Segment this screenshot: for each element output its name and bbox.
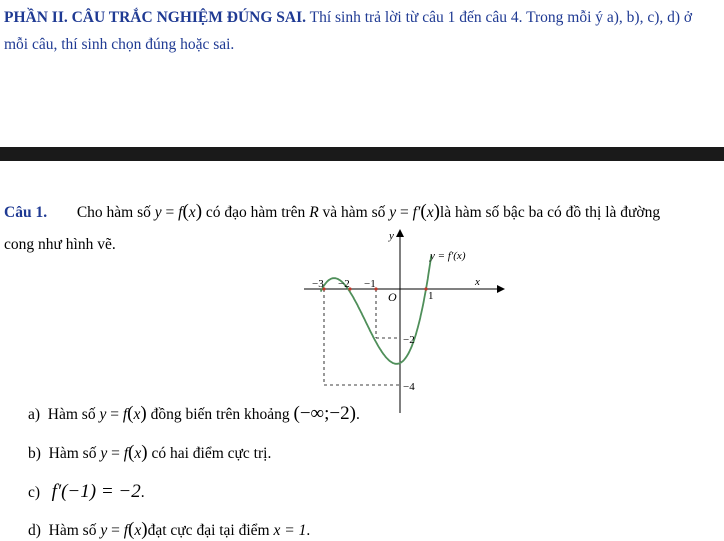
- paren-open-2: (: [420, 201, 427, 222]
- opt-d-x: x: [134, 522, 142, 539]
- section-heading: [4, 4, 720, 58]
- origin-label: O: [388, 290, 397, 304]
- option-a-text2: đồng biến trên khoảng: [150, 406, 290, 423]
- tick-x-1: 1: [428, 290, 434, 302]
- math-x2: x: [426, 204, 434, 221]
- option-c-expr: f′(−1) = −2: [51, 481, 141, 502]
- option-a: [28, 403, 360, 425]
- option-d-text1: Hàm số: [48, 522, 97, 539]
- question-text-1: Cho hàm số: [76, 204, 151, 221]
- opt-a-y: y: [99, 406, 107, 423]
- math-x: x: [188, 204, 196, 221]
- section-instruction-2: mỗi câu, thí sinh chọn đúng hoặc sai.: [4, 36, 235, 53]
- paren-close: ): [195, 201, 203, 222]
- option-a-end: .: [355, 406, 360, 423]
- paren-open: (: [182, 201, 189, 222]
- opt-d-f: f: [123, 522, 129, 539]
- option-d: [28, 519, 310, 541]
- option-b-label: b): [28, 445, 41, 462]
- section-title: PHẦN II. CÂU TRẮC NGHIỆM ĐÚNG SAI.: [4, 9, 306, 26]
- option-a-text1: Hàm số: [47, 406, 96, 423]
- tick-y-minus2: −2: [403, 334, 415, 346]
- opt-b-pc: ): [141, 442, 148, 463]
- opt-d-po: (: [128, 519, 135, 540]
- opt-a-pc: ): [140, 403, 147, 424]
- opt-d-y: y: [100, 522, 108, 539]
- tick-x-minus1: −1: [364, 278, 376, 290]
- opt-b-x: x: [134, 445, 142, 462]
- question-text-3: và hàm số: [322, 204, 386, 221]
- option-c: [28, 481, 145, 503]
- math-fprime: f′: [412, 204, 421, 221]
- section-instruction-1: Thí sinh trả lời từ câu 1 đến câu 4. Trong mỗi ý a), b), c), d) ở: [306, 9, 693, 26]
- opt-b-y: y: [100, 445, 108, 462]
- math-R: R: [309, 204, 319, 221]
- opt-b-eq: =: [107, 445, 124, 462]
- opt-a-po: (: [127, 403, 134, 424]
- tick-x-minus3: −3: [312, 278, 324, 290]
- y-axis-label: y: [389, 230, 394, 242]
- divider-bar: [0, 147, 724, 161]
- opt-b-po: (: [128, 442, 135, 463]
- tick-y-minus4: −4: [403, 381, 415, 393]
- math-eq: =: [161, 204, 179, 221]
- math-y: y: [154, 204, 162, 221]
- x-axis-label: x: [475, 276, 480, 288]
- option-b-text2: có hai điểm cực trị.: [151, 445, 272, 462]
- opt-d-eq: =: [107, 522, 124, 539]
- opt-a-f: f: [122, 406, 128, 423]
- opt-a-x: x: [133, 406, 141, 423]
- option-a-interval: (−∞;−2): [293, 403, 356, 424]
- curve-label: y = f′(x): [430, 250, 466, 262]
- derivative-graph: [300, 225, 510, 417]
- math-y2: y: [389, 204, 397, 221]
- math-f: f: [178, 204, 183, 221]
- option-d-text2: đạt cực đại tại điểm: [147, 522, 270, 539]
- option-a-label: a): [28, 406, 41, 423]
- option-c-label: c): [28, 484, 41, 501]
- question-label: Câu 1.: [4, 204, 48, 221]
- question-line-2: cong như hình vẽ.: [4, 236, 116, 253]
- option-b: [28, 442, 271, 464]
- option-d-label: d): [28, 522, 41, 539]
- question-text-2: có đạo hàm trên: [205, 204, 306, 221]
- opt-b-f: f: [123, 445, 129, 462]
- paren-close-2: ): [433, 201, 440, 222]
- question-text-4: là hàm số bậc ba có đồ thị là đường: [439, 204, 661, 221]
- option-c-end: .: [140, 484, 145, 501]
- math-eq2: =: [396, 204, 413, 221]
- opt-a-eq: =: [106, 406, 123, 423]
- tick-x-minus2: −2: [338, 278, 350, 290]
- option-d-end: .: [306, 522, 311, 539]
- question-line-1: [4, 201, 660, 223]
- option-b-text1: Hàm số: [48, 445, 97, 462]
- opt-d-pc: ): [141, 519, 148, 540]
- option-d-xeq: x = 1: [273, 522, 307, 539]
